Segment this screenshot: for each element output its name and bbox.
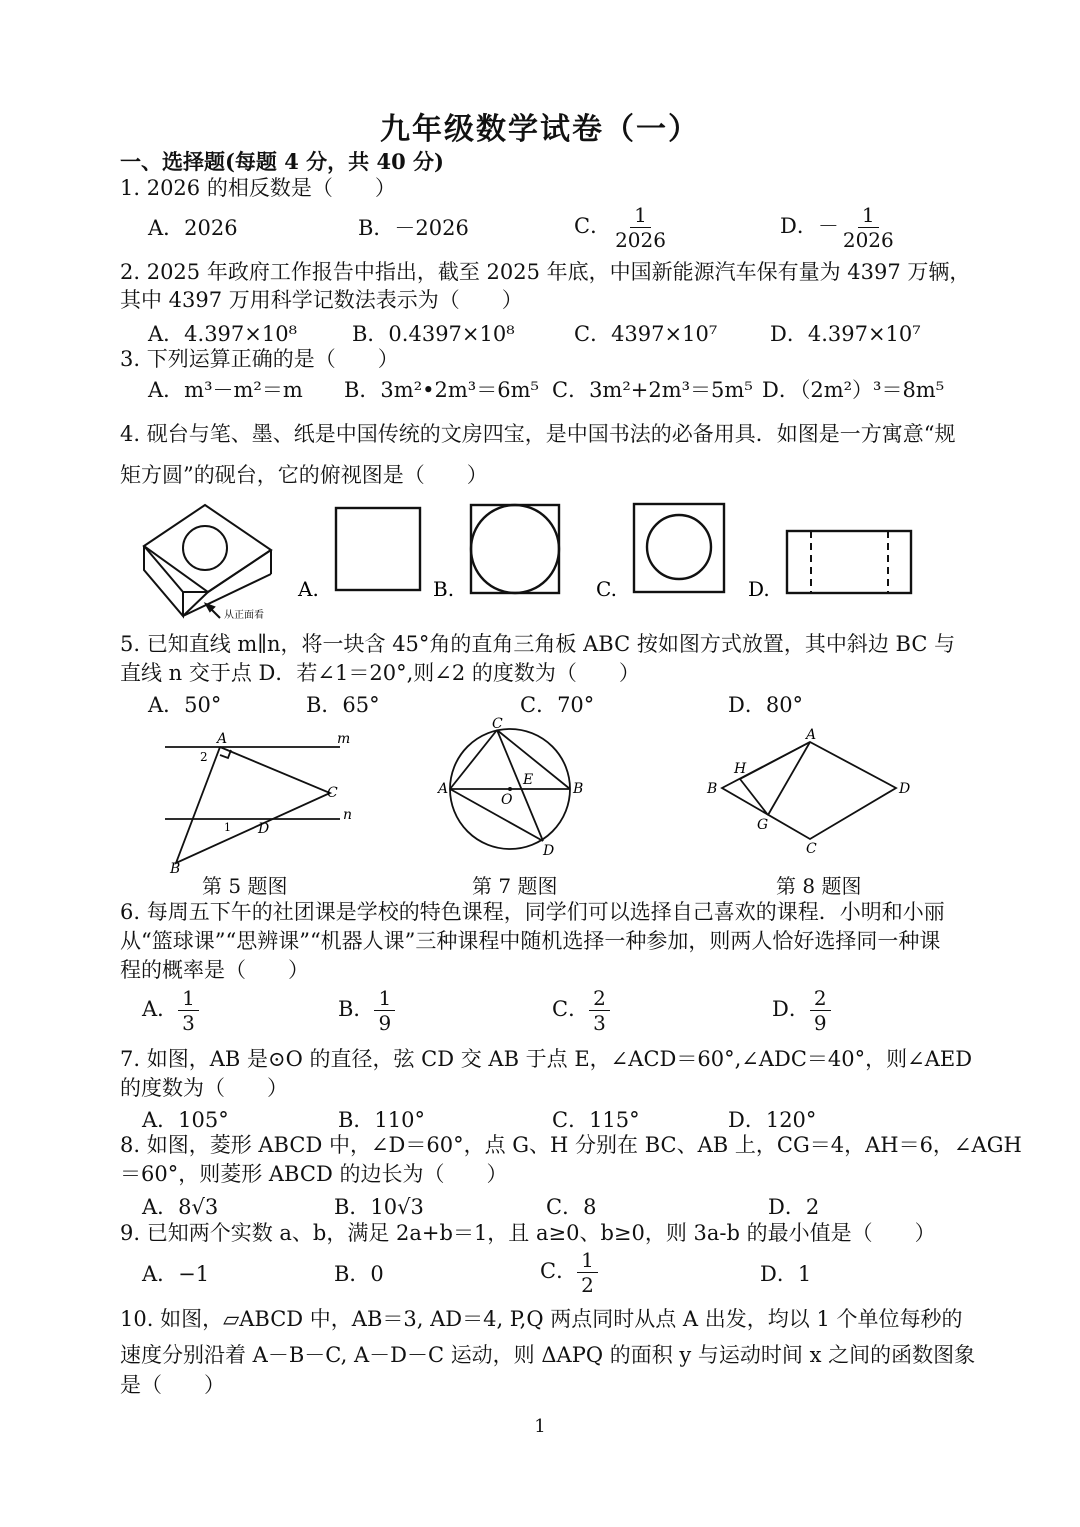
- fig8-label-b: B: [707, 781, 718, 797]
- q8-option-a: A．8√3: [142, 1195, 219, 1219]
- question-9-stem: 9. 已知两个实数 a、b，满足 2a+b＝1，且 a≥0、b≥0，则 3a-b 的最小值是（ ）: [120, 1221, 936, 1245]
- fig7-center-dot: [508, 787, 512, 791]
- q5-option-d: D．80°: [728, 693, 804, 717]
- q8-option-c: C．8: [546, 1195, 597, 1219]
- q4-option-b: B.: [433, 577, 455, 601]
- question-8-line1: 8. 如图，菱形 ABCD 中，∠D＝60°，点 G、H 分别在 BC、AB 上，CG＝4，AH＝6，∠AGH: [120, 1133, 1022, 1157]
- q7-option-b: B．110°: [338, 1108, 426, 1132]
- q8-option-d: D．2: [768, 1195, 820, 1219]
- q3-option-b: B．3m²•2m³＝6m⁵: [344, 378, 539, 402]
- question-5-line2: 直线 n 交于点 D．若∠1＝20°,则∠2 的度数为（ ）: [120, 661, 640, 685]
- q7-option-a: A．105°: [142, 1108, 229, 1132]
- q5-option-c: C．70°: [520, 693, 595, 717]
- inkstone-3d-figure: [144, 505, 271, 618]
- q1-option-a: A．2026: [148, 216, 238, 240]
- option-a-square: [336, 508, 420, 590]
- section-heading: 一、选择题(每题 4 分，共 40 分): [120, 149, 444, 174]
- question-1-stem: 1. 2026 的相反数是（ ）: [120, 176, 396, 200]
- fig7-label-c: C: [492, 716, 503, 732]
- fig5-angle-2: 2: [200, 750, 208, 764]
- q2-option-c: C．4397×10⁷: [574, 322, 718, 346]
- q3-option-c: C．3m²+2m³＝5m⁵: [552, 378, 753, 402]
- fig5-label-a: A: [217, 731, 228, 747]
- fig8-label-a: A: [806, 727, 817, 743]
- fig5-label-c: C: [327, 785, 338, 801]
- q9-option-a: A．−1: [142, 1262, 210, 1286]
- option-b-circle: [471, 505, 559, 593]
- fig5-label-b: B: [170, 861, 181, 875]
- figure-5-caption: 第 5 题图: [202, 874, 288, 898]
- fig8-label-h: H: [734, 761, 747, 777]
- view-note: 从正面看: [224, 610, 264, 621]
- question-3-stem: 3. 下列运算正确的是（ ）: [120, 347, 399, 371]
- fig5-label-n: n: [343, 807, 353, 823]
- q5-option-a: A．50°: [148, 693, 222, 717]
- figure-7-caption: 第 7 题图: [472, 874, 558, 898]
- q1-option-d: D．－ $\frac{1}{2026}$: [780, 203, 894, 252]
- q9-option-d: D．1: [760, 1262, 812, 1286]
- q2-option-d: D．4.397×10⁷: [770, 322, 921, 346]
- q3-option-d: D．（2m²）³＝8m⁵: [762, 378, 945, 402]
- q9-option-c: C． $\frac{1}{2}$: [540, 1248, 598, 1297]
- question-2-line1: 2. 2025 年政府工作报告中指出，截至 2025 年底，中国新能源汽车保有量为 4397 万辆，: [120, 260, 971, 284]
- question-10-line1: 10. 如图，▱ABCD 中，AB＝3, AD＝4, P,Q 两点同时从点 A 出发，均以 1 个单位每秒的: [120, 1307, 963, 1331]
- figure-8: [722, 742, 896, 839]
- question-6-line3: 程的概率是（ ）: [120, 958, 309, 982]
- figure-5: [165, 747, 340, 863]
- q7-option-c: C．115°: [552, 1108, 640, 1132]
- fig5-label-d: D: [258, 821, 270, 837]
- question-2-line2: 其中 4397 万用科学记数法表示为（ ）: [120, 288, 523, 312]
- q4-option-d: D.: [748, 577, 770, 601]
- q2-option-b: B．0.4397×10⁸: [352, 322, 515, 346]
- q4-figures: [138, 500, 938, 625]
- fig7-label-b: B: [573, 781, 584, 797]
- q6-option-b: B． $\frac{1}{9}$: [338, 986, 395, 1035]
- fig7-label-d: D: [543, 843, 555, 859]
- figures-5-7-8: [160, 715, 920, 875]
- q3-option-a: A．m³－m²＝m: [148, 378, 303, 402]
- fig7-label-e: E: [523, 772, 534, 788]
- q7-option-d: D．120°: [728, 1108, 817, 1132]
- question-8-line2: ＝60°，则菱形 ABCD 的边长为（ ）: [120, 1162, 508, 1186]
- page-title: 九年级数学试卷（一）: [380, 112, 700, 147]
- question-6-line2: 从“篮球课”“思辨课”“机器人课”三种课程中随机选择一种参加，则两人恰好选择同一种课: [120, 929, 941, 953]
- option-c-circle: [647, 515, 711, 579]
- fig5-label-m: m: [337, 731, 351, 747]
- q6-option-c: C． $\frac{2}{3}$: [552, 986, 610, 1035]
- question-7-line2: 的度数为（ ）: [120, 1076, 288, 1100]
- fig8-label-g: G: [757, 817, 769, 833]
- question-6-line1: 6. 每周五下午的社团课是学校的特色课程，同学们可以选择自己喜欢的课程．小明和小丽: [120, 900, 945, 924]
- question-5-line1: 5. 已知直线 m∥n，将一块含 45°角的直角三角板 ABC 按如图方式放置，其中斜边 BC 与: [120, 632, 956, 656]
- question-4-line2: 矩方圆”的砚台，它的俯视图是（ ）: [120, 463, 488, 487]
- fig5-angle-1: 1: [224, 821, 231, 834]
- q6-option-d: D． $\frac{2}{9}$: [772, 986, 831, 1035]
- question-10-line2: 速度分别沿着 A－B－C, A－D－C 运动，则 ΔAPQ 的面积 y 与运动时间 x 之间的函数图象: [120, 1343, 976, 1367]
- question-10-line3: 是（ ）: [120, 1373, 225, 1397]
- figure-8-caption: 第 8 题图: [776, 874, 862, 898]
- fig8-label-d: D: [899, 781, 911, 797]
- q2-option-a: A．4.397×10⁸: [148, 322, 298, 346]
- option-d-rectangle: [787, 531, 911, 593]
- q4-option-a: A.: [298, 577, 319, 601]
- fig7-label-a: A: [438, 781, 449, 797]
- fig8-label-c: C: [806, 841, 817, 857]
- fig7-label-o: O: [501, 792, 513, 808]
- q9-option-b: B．0: [334, 1262, 384, 1286]
- q6-option-a: A． $\frac{1}{3}$: [142, 986, 199, 1035]
- q1-option-b: B．－2026: [358, 216, 469, 240]
- question-7-line1: 7. 如图，AB 是⊙O 的直径，弦 CD 交 AB 于点 E，∠ACD＝60°,∠ADC＝40°，则∠AED: [120, 1047, 973, 1071]
- q1-option-c: C． $\frac{1}{2026}$: [574, 203, 666, 252]
- page-number: 1: [534, 1416, 546, 1437]
- q8-option-b: B．10√3: [334, 1195, 424, 1219]
- q5-option-b: B．65°: [306, 693, 380, 717]
- question-4-line1: 4. 砚台与笔、墨、纸是中国传统的文房四宝，是中国书法的必备用具．如图是一方寓意“规: [120, 422, 956, 446]
- q4-option-c: C.: [596, 577, 617, 601]
